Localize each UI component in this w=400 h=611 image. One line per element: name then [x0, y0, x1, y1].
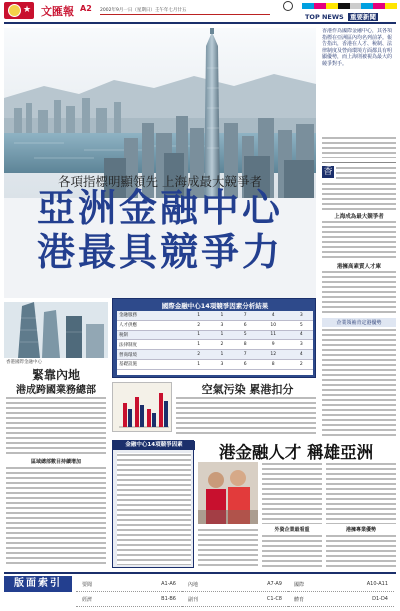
survey-rank: 2	[210, 340, 233, 350]
survey-rank: 6	[234, 320, 257, 330]
index-title: 版面索引	[4, 576, 72, 592]
survey-rank: 5	[290, 320, 313, 330]
survey-rank: 2	[187, 350, 210, 360]
issue-info: 2002年9月一日（星期日）壬午年七月廿五	[100, 8, 187, 13]
mid-chart-graphic	[113, 383, 173, 433]
index-entry	[182, 577, 288, 592]
survey-factor: 法律制度	[117, 340, 187, 350]
survey-rank: 2	[290, 359, 313, 369]
index-pages: C1-C8	[266, 596, 282, 602]
left-headline-1: 緊靠內地	[31, 368, 80, 382]
people-photo-illustration	[198, 462, 258, 524]
survey-rank: 1	[210, 330, 233, 340]
survey-factor: 人才供應	[117, 320, 187, 330]
survey-rank: 5	[234, 330, 257, 340]
survey-rank: 8	[234, 340, 257, 350]
survey-factor: 基礎設施	[117, 359, 187, 369]
feature-headline: 港金融人才 稱雄亞洲	[218, 443, 374, 462]
survey-rank: 3	[290, 340, 313, 350]
brand-name: 文匯報	[41, 5, 74, 18]
lead-text: 香港作為國際金融中心，其各項指標在亞洲區內均名列前茅。報告指出，香港在人才、稅制、法律制度及營商環境方面都具有明顯優勢，而上海則被視為最大的競爭對手。	[322, 28, 393, 67]
index-pages: A7-A9	[267, 581, 282, 587]
feature-subhead-1: 外資企業最看重	[274, 527, 310, 533]
survey-factor: 金融服務	[117, 311, 187, 320]
survey-rank: 4	[290, 330, 313, 340]
survey-rank: 1	[210, 350, 233, 360]
survey-rank: 4	[257, 311, 290, 320]
survey-rank: 10	[257, 320, 290, 330]
mid-chart	[112, 382, 172, 432]
right-subhead-2: 港擁高素質人才庫	[336, 264, 381, 270]
index-section: 經濟	[82, 596, 93, 603]
index-entry	[76, 577, 182, 592]
header-rule	[4, 22, 396, 24]
survey-rank: 1	[187, 330, 210, 340]
survey-rank: 7	[234, 311, 257, 320]
survey-row	[117, 311, 313, 320]
page-number: A2	[80, 4, 92, 13]
survey-rank: 12	[257, 350, 290, 360]
survey-row	[117, 350, 313, 360]
survey-rank: 8	[257, 359, 290, 369]
masthead	[0, 0, 400, 22]
index-pages: A1-A6	[161, 581, 176, 587]
factor-box-title: 金融中心14項競爭因素	[113, 441, 195, 450]
survey-row	[117, 359, 313, 369]
crosshair-icon	[283, 1, 293, 11]
index-entry	[288, 577, 394, 592]
index-section: 體育	[294, 596, 305, 603]
left-photo	[4, 302, 108, 358]
index-section: 副刊	[188, 596, 199, 603]
right-column	[322, 28, 396, 436]
survey-rank: 1	[210, 311, 233, 320]
survey-factor: 稅制	[117, 330, 187, 340]
tower-photo-illustration	[4, 302, 108, 358]
index-section: 內地	[188, 581, 199, 588]
survey-title: 國際金融中心14項競爭因素分析結果	[161, 302, 269, 310]
hero-kicker: 各項指標明顯領先 上海成最大競爭者	[58, 174, 262, 189]
left-subhead: 區域總部數目持續增加	[30, 459, 81, 465]
survey-rank: 1	[187, 311, 210, 320]
top-rule	[100, 14, 270, 15]
survey-row	[117, 320, 313, 330]
survey-rank: 1	[187, 359, 210, 369]
dropcap: 香	[323, 167, 333, 177]
index-entry	[76, 592, 182, 607]
color-bar	[302, 3, 397, 9]
left-headline-2: 港成跨國業務總部	[16, 385, 96, 396]
survey-row	[117, 330, 313, 340]
index-section: 要聞	[82, 581, 93, 588]
survey-table	[117, 311, 313, 370]
feature-subhead-2: 港擁專業優勢	[345, 527, 376, 533]
globe-icon	[8, 4, 21, 17]
index-pages: B1-B6	[161, 596, 176, 602]
right-subhead-1: 上海成為最大競爭者	[334, 214, 384, 220]
survey-row	[117, 340, 313, 350]
survey-factor: 營商環境	[117, 350, 187, 360]
survey-table-wrap	[117, 311, 313, 375]
index-entry	[288, 592, 394, 607]
index-grid	[76, 577, 394, 607]
feature-photo	[198, 462, 258, 524]
survey-rank: 4	[290, 350, 313, 360]
index-pages: A10-A11	[366, 581, 388, 587]
body-rule	[322, 162, 396, 163]
star-icon: ★	[23, 5, 32, 15]
mid-headline: 空氣污染 累港扣分	[201, 383, 294, 396]
survey-rank: 11	[257, 330, 290, 340]
hero-headline-2: 港最具競爭力	[36, 230, 283, 274]
survey-rank: 2	[187, 320, 210, 330]
survey-rank: 3	[290, 311, 313, 320]
survey-rank: 9	[257, 340, 290, 350]
left-photo-caption: 香港國際金融中心	[6, 360, 42, 365]
section-label: TOP NEWS 重要新聞	[305, 13, 376, 21]
index-section: 國際	[294, 581, 305, 588]
survey-rank: 3	[210, 359, 233, 369]
survey-rank: 7	[234, 350, 257, 360]
survey-rank: 3	[210, 320, 233, 330]
right-highlight: 企業領袖肯定港優勢	[322, 318, 396, 327]
survey-rank: 1	[187, 340, 210, 350]
hero-headline-1: 亞洲金融中心	[36, 186, 283, 230]
footer-index	[4, 572, 396, 608]
index-pages: D1-D4	[372, 596, 388, 602]
index-entry	[182, 592, 288, 607]
survey-box	[112, 298, 316, 378]
survey-rank: 6	[234, 359, 257, 369]
factor-box	[112, 440, 194, 568]
